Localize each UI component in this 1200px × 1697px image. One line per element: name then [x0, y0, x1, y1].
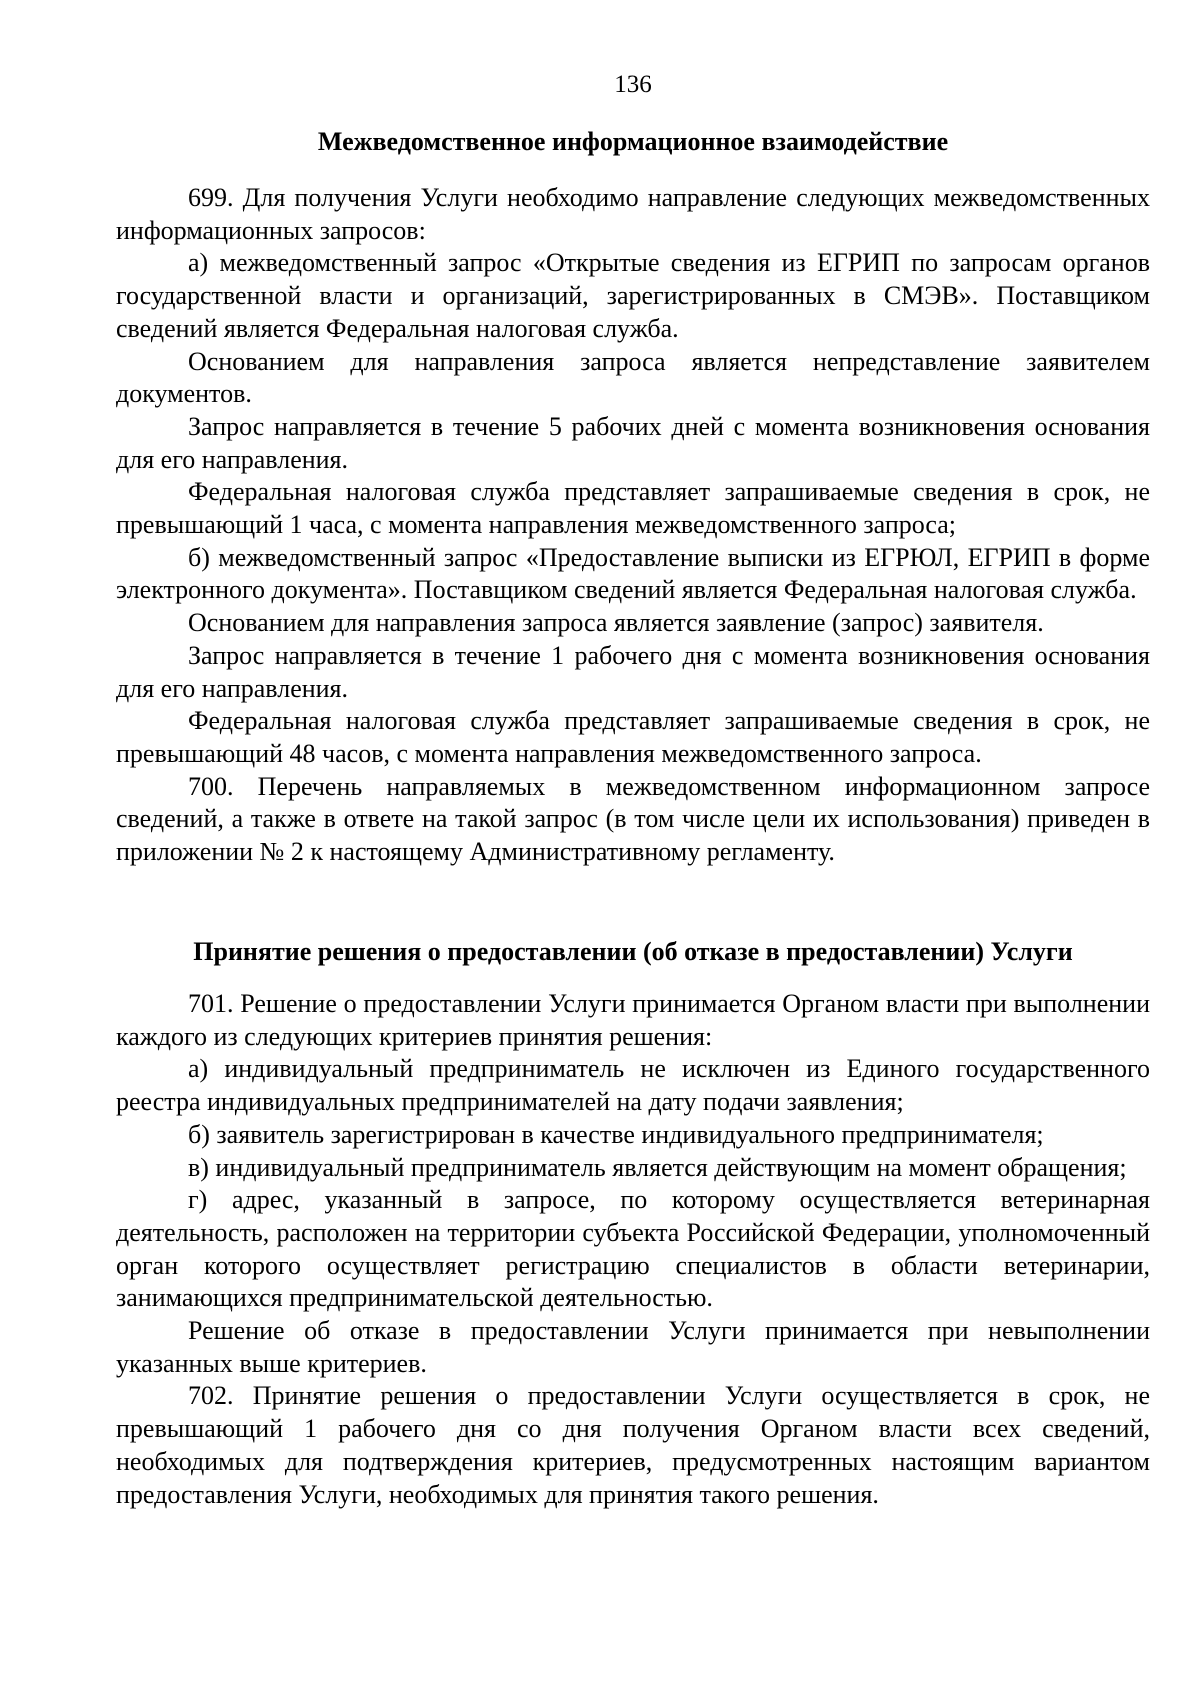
section-body-interagency — [116, 182, 1150, 869]
section-body-decision — [116, 988, 1150, 1511]
paragraph-699-b: б) межведомственный запрос «Предоставление выписки из ЕГРЮЛ, ЕГРИП в форме электронного документа». Поставщиком сведений является Федеральная налоговая служба. — [116, 542, 1150, 605]
section-heading-interagency: Межведомственное информационное взаимодействие — [317, 127, 949, 156]
paragraph-699-a-response: Федеральная налоговая служба представляет запрашиваемые сведения в срок, не превышающий 1 часа, с момента направления межведомственного запроса; — [116, 477, 1150, 540]
paragraph-702: 702. Принятие решения о предоставлении Услуги осуществляется в срок, не превышающий 1 рабочего дня со дня получения Органом власти всех сведений, необходимых для подтверждения критериев, предусмотренных настоящим вариантом предоставления Услуги, необходимых для принятия такого решения. — [116, 1381, 1150, 1509]
paragraph-701-refusal: Решение об отказе в предоставлении Услуги принимается при невыполнении указанных выше критериев. — [116, 1316, 1150, 1378]
paragraph-699-a-basis: Основанием для направления запроса является непредставление заявителем документов. — [116, 346, 1150, 409]
paragraph-699-a: а) межведомственный запрос «Открытые сведения из ЕГРИП по запросам органов государственной власти и организаций, зарегистрированных в СМЭВ». Поставщиком сведений является Федеральная налоговая служба. — [116, 248, 1150, 343]
paragraph-701-b: б) заявитель зарегистрирован в качестве индивидуального предпринимателя; — [188, 1119, 1044, 1149]
page-number: 136 — [614, 71, 652, 98]
paragraph-699-b-timing: Запрос направляется в течение 1 рабочего дня с момента возникновения основания для его направления. — [116, 640, 1150, 703]
paragraph-701-g: г) адрес, указанный в запросе, по которому осуществляется ветеринарная деятельность, расположен на территории субъекта Российской Федерации, уполномоченный орган которого осуществляет регистрацию специалистов в области ветеринарии, занимающихся предпринимательской деятельностью. — [116, 1185, 1150, 1313]
section-heading-decision: Принятие решения о предоставлении (об отказе в предоставлении) Услуги — [193, 937, 1073, 966]
paragraph-699-a-timing: Запрос направляется в течение 5 рабочих дней с момента возникновения основания для его направления. — [116, 411, 1150, 474]
paragraph-701-v: в) индивидуальный предприниматель является действующим на момент обращения; — [188, 1152, 1127, 1182]
paragraph-699-b-response: Федеральная налоговая служба представляет запрашиваемые сведения в срок, не превышающий 48 часов, с момента направления межведомственного запроса. — [116, 706, 1150, 768]
paragraph-701: 701. Решение о предоставлении Услуги принимается Органом власти при выполнении каждого из следующих критериев принятия решения: — [116, 989, 1150, 1051]
paragraph-699-b-basis: Основанием для направления запроса является заявление (запрос) заявителя. — [188, 608, 1044, 638]
paragraph-700: 700. Перечень направляемых в межведомственном информационном запросе сведений, а также в ответе на такой запрос (в том числе цели их использования) приведен в приложении № 2 к настоящему Административному регламенту. — [116, 771, 1150, 867]
paragraph-699: 699. Для получения Услуги необходимо направление следующих межведомственных информационных запросов: — [116, 183, 1150, 245]
paragraph-701-a: а) индивидуальный предприниматель не исключен из Единого государственного реестра индивидуальных предпринимателей на дату подачи заявления; — [116, 1054, 1150, 1117]
